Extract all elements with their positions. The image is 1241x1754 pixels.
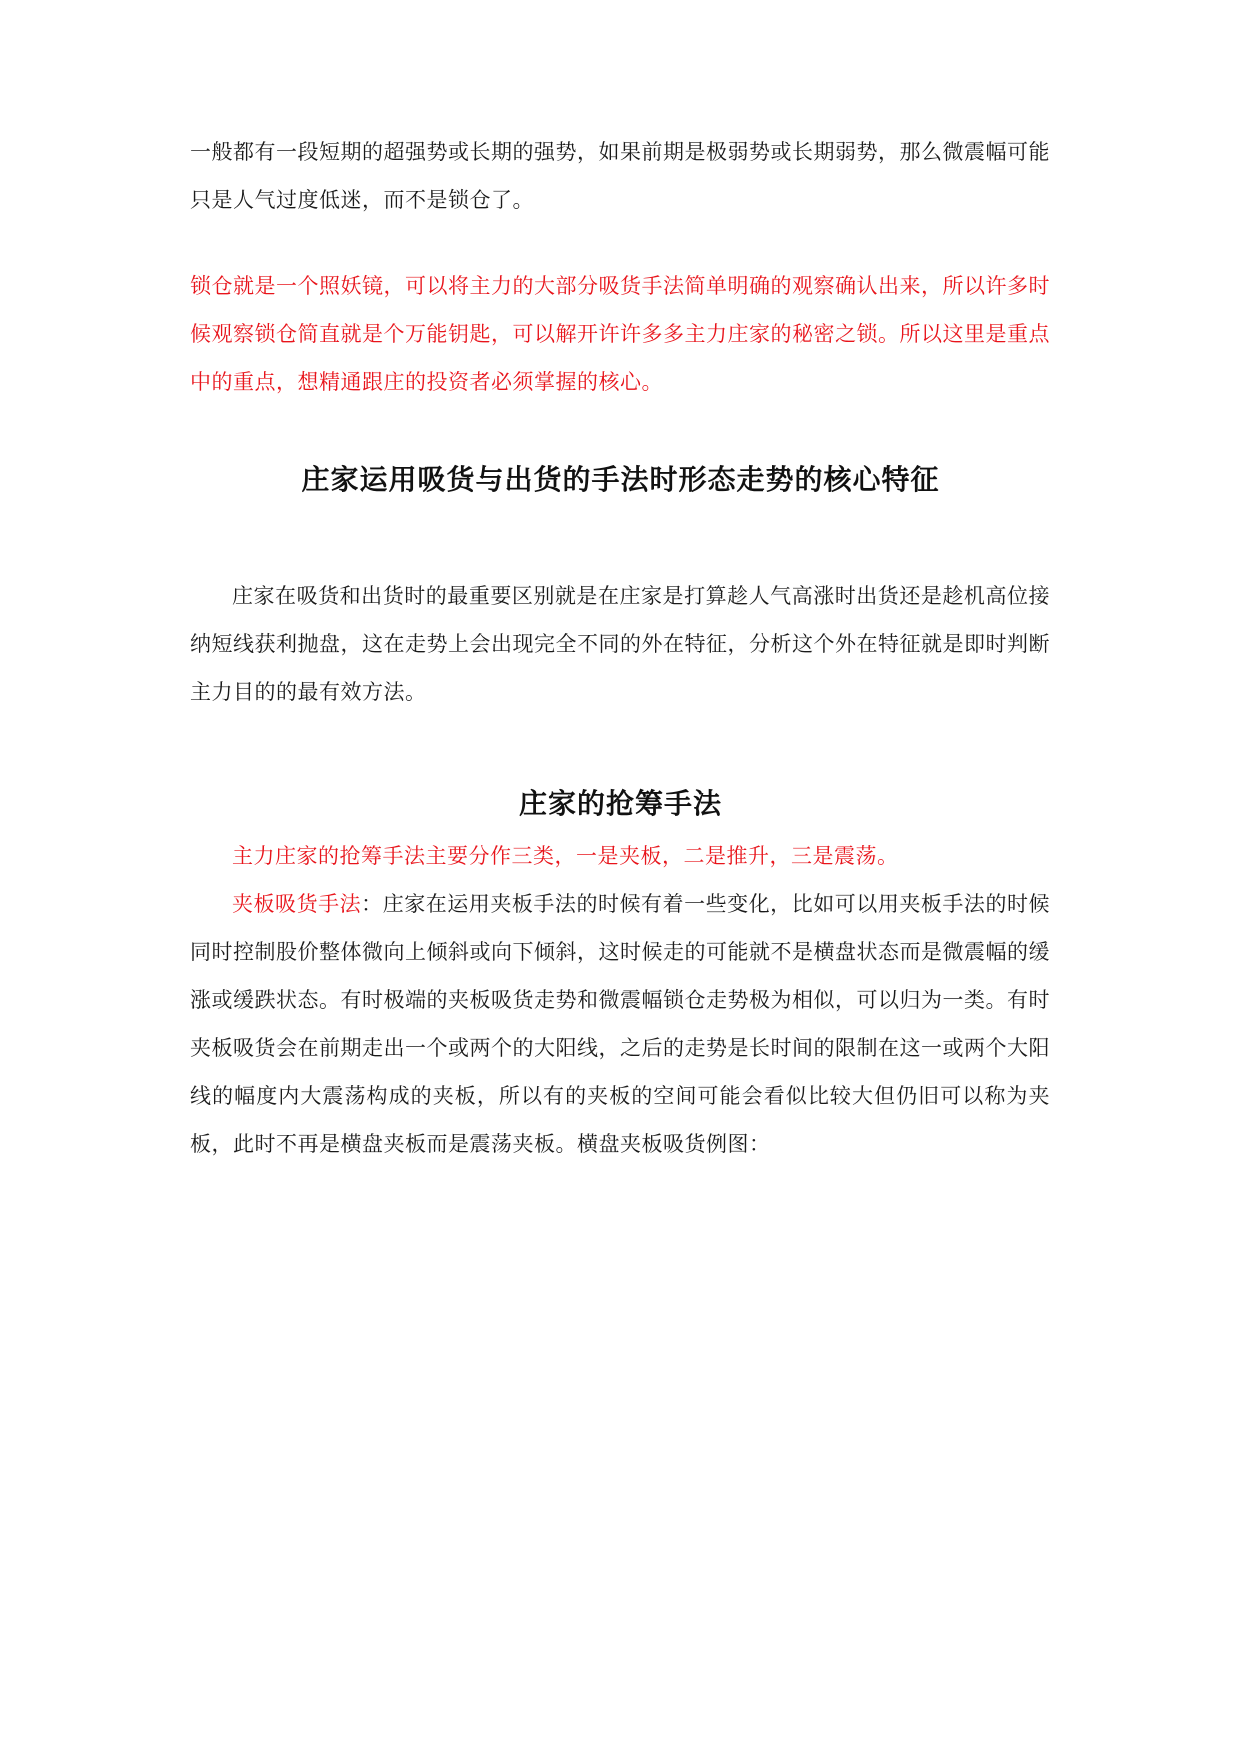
heading-grab-chips-methods: 庄家的抢筹手法 (518, 787, 722, 820)
clip-method-label: 夹板吸货手法 (232, 892, 362, 916)
paragraph-three-methods: 主力庄家的抢筹手法主要分作三类，一是夹板，二是推升，三是震荡。 (232, 844, 899, 868)
paragraph-clip-method (190, 880, 1050, 1168)
clip-method-body: ：庄家在运用夹板手法的时候有着一些变化，比如可以用夹板手法的时候同时控制股价整体微向上倾斜或向下倾斜，这时候走的可能就不是横盘状态而是微震幅的缓涨或缓跌状态。有时极端的夹板吸货走势和微震幅锁仓走势极为相似，可以归为一类。有时夹板吸货会在前期走出一个或两个的大阳线，之后的走势是长时间的限制在这一或两个大阳线的幅度内大震荡构成的夹板，所以有的夹板的空间可能会看似比较大但仍旧可以称为夹板，此时不再是横盘夹板而是震荡夹板。横盘夹板吸货例图： (190, 892, 1051, 1156)
paragraph-buy-sell-difference: 庄家在吸货和出货时的最重要区别就是在庄家是打算趁人气高涨时出货还是趁机高位接纳短线获利抛盘，这在走势上会出现完全不同的外在特征，分析这个外在特征就是即时判断主力目的的最有效方法。 (190, 584, 1050, 704)
paragraph-lock-position: 锁仓就是一个照妖镜，可以将主力的大部分吸货手法简单明确的观察确认出来，所以许多时候观察锁仓简直就是个万能钥匙，可以解开许许多多主力庄家的秘密之锁。所以这里是重点中的重点，想精通跟庄的投资者必须掌握的核心。 (190, 274, 1050, 394)
paragraph-intro: 一般都有一段短期的超强势或长期的强势，如果前期是极弱势或长期弱势，那么微震幅可能只是人气过度低迷，而不是锁仓了。 (190, 140, 1050, 212)
heading-core-features: 庄家运用吸货与出货的手法时形态走势的核心特征 (301, 463, 940, 496)
